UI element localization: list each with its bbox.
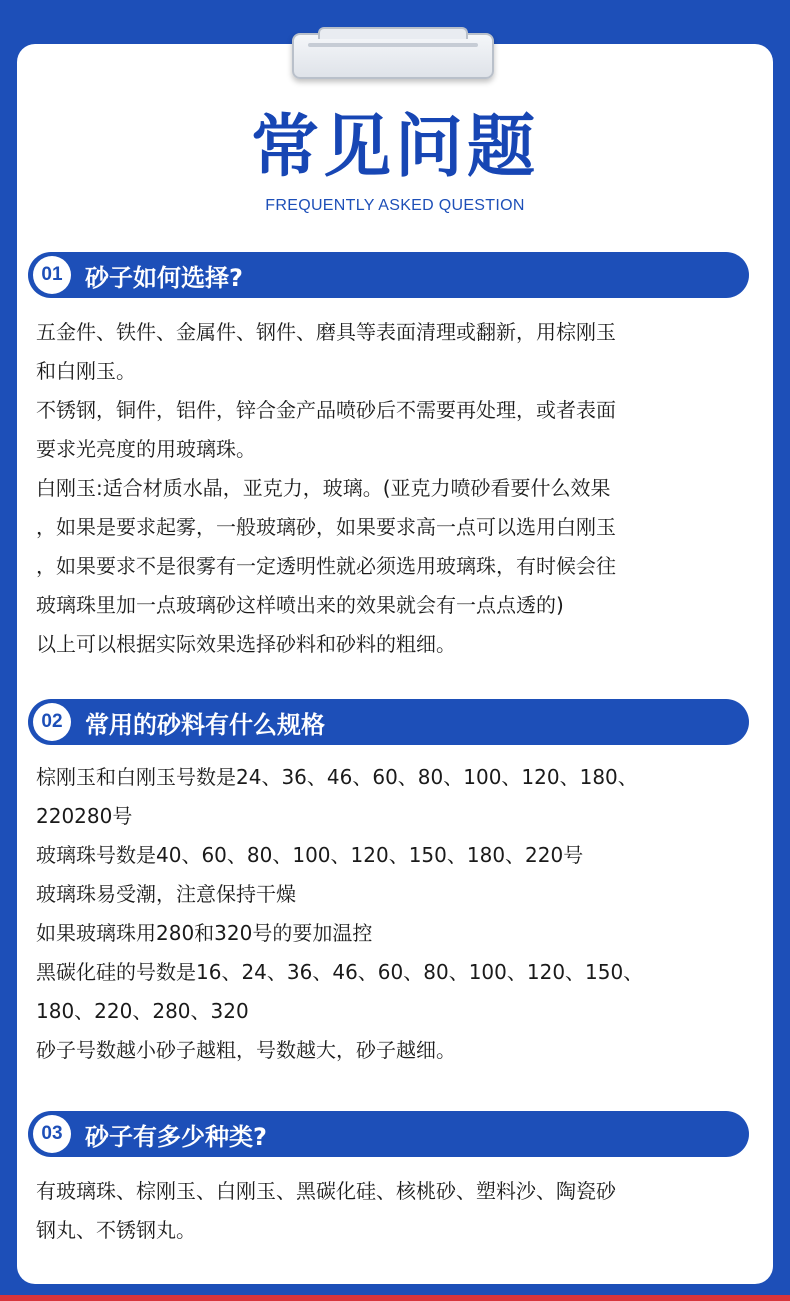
body-line: 和白刚玉。: [36, 359, 136, 383]
section-body-01: [36, 313, 756, 664]
section-body-03: [36, 1172, 756, 1250]
body-line: 220280号: [36, 804, 133, 828]
faq-card: [17, 44, 773, 1284]
body-line: 不锈钢，铜件，铝件，锌合金产品喷砂后不需要再处理，或者表面: [36, 398, 616, 422]
section-number-badge: 01: [33, 256, 71, 294]
clipboard-clip-icon: [292, 33, 494, 79]
section-title: 砂子有多少种类?: [85, 1122, 267, 1151]
section-header-02: [28, 699, 749, 745]
body-line: 玻璃珠里加一点玻璃砂这样喷出来的效果就会有一点点透的): [36, 593, 564, 617]
page-subtitle: FREQUENTLY ASKED QUESTION: [265, 197, 525, 214]
body-line: 以上可以根据实际效果选择砂料和砂料的粗细。: [36, 632, 456, 656]
section-header-03: [28, 1111, 749, 1157]
section-title: 砂子如何选择?: [85, 263, 243, 292]
body-line: 有玻璃珠、棕刚玉、白刚玉、黑碳化硅、核桃砂、塑料沙、陶瓷砂: [36, 1179, 616, 1203]
body-line: ，如果是要求起雾，一般玻璃砂，如果要求高一点可以选用白刚玉: [36, 515, 616, 539]
body-line: 玻璃珠易受潮，注意保持干燥: [36, 882, 296, 906]
section-title: 常用的砂料有什么规格: [85, 710, 325, 739]
body-line: 五金件、铁件、金属件、钢件、磨具等表面清理或翻新，用棕刚玉: [36, 320, 616, 344]
body-line: ，如果要求不是很雾有一定透明性就必须选用玻璃珠，有时候会往: [36, 554, 616, 578]
body-line: 白刚玉:适合材质水晶，亚克力，玻璃。(亚克力喷砂看要什么效果: [36, 476, 611, 500]
body-line: 砂子号数越小砂子越粗，号数越大，砂子越细。: [36, 1038, 456, 1062]
body-line: 如果玻璃珠用280和320号的要加温控: [36, 921, 373, 945]
section-body-02: [36, 758, 756, 1070]
body-line: 钢丸、不锈钢丸。: [36, 1218, 196, 1242]
body-line: 180、220、280、320: [36, 999, 249, 1023]
section-number-badge: 03: [33, 1115, 71, 1153]
bottom-accent-strip: [0, 1295, 790, 1301]
body-line: 玻璃珠号数是40、60、80、100、120、150、180、220号: [36, 843, 584, 867]
body-line: 棕刚玉和白刚玉号数是24、36、46、60、80、100、120、180、: [36, 765, 638, 789]
section-header-01: [28, 252, 749, 298]
section-number-badge: 02: [33, 703, 71, 741]
body-line: 要求光亮度的用玻璃珠。: [36, 437, 256, 461]
body-line: 黑碳化硅的号数是16、24、36、46、60、80、100、120、150、: [36, 960, 644, 984]
page-title: 常见问题: [250, 108, 539, 187]
